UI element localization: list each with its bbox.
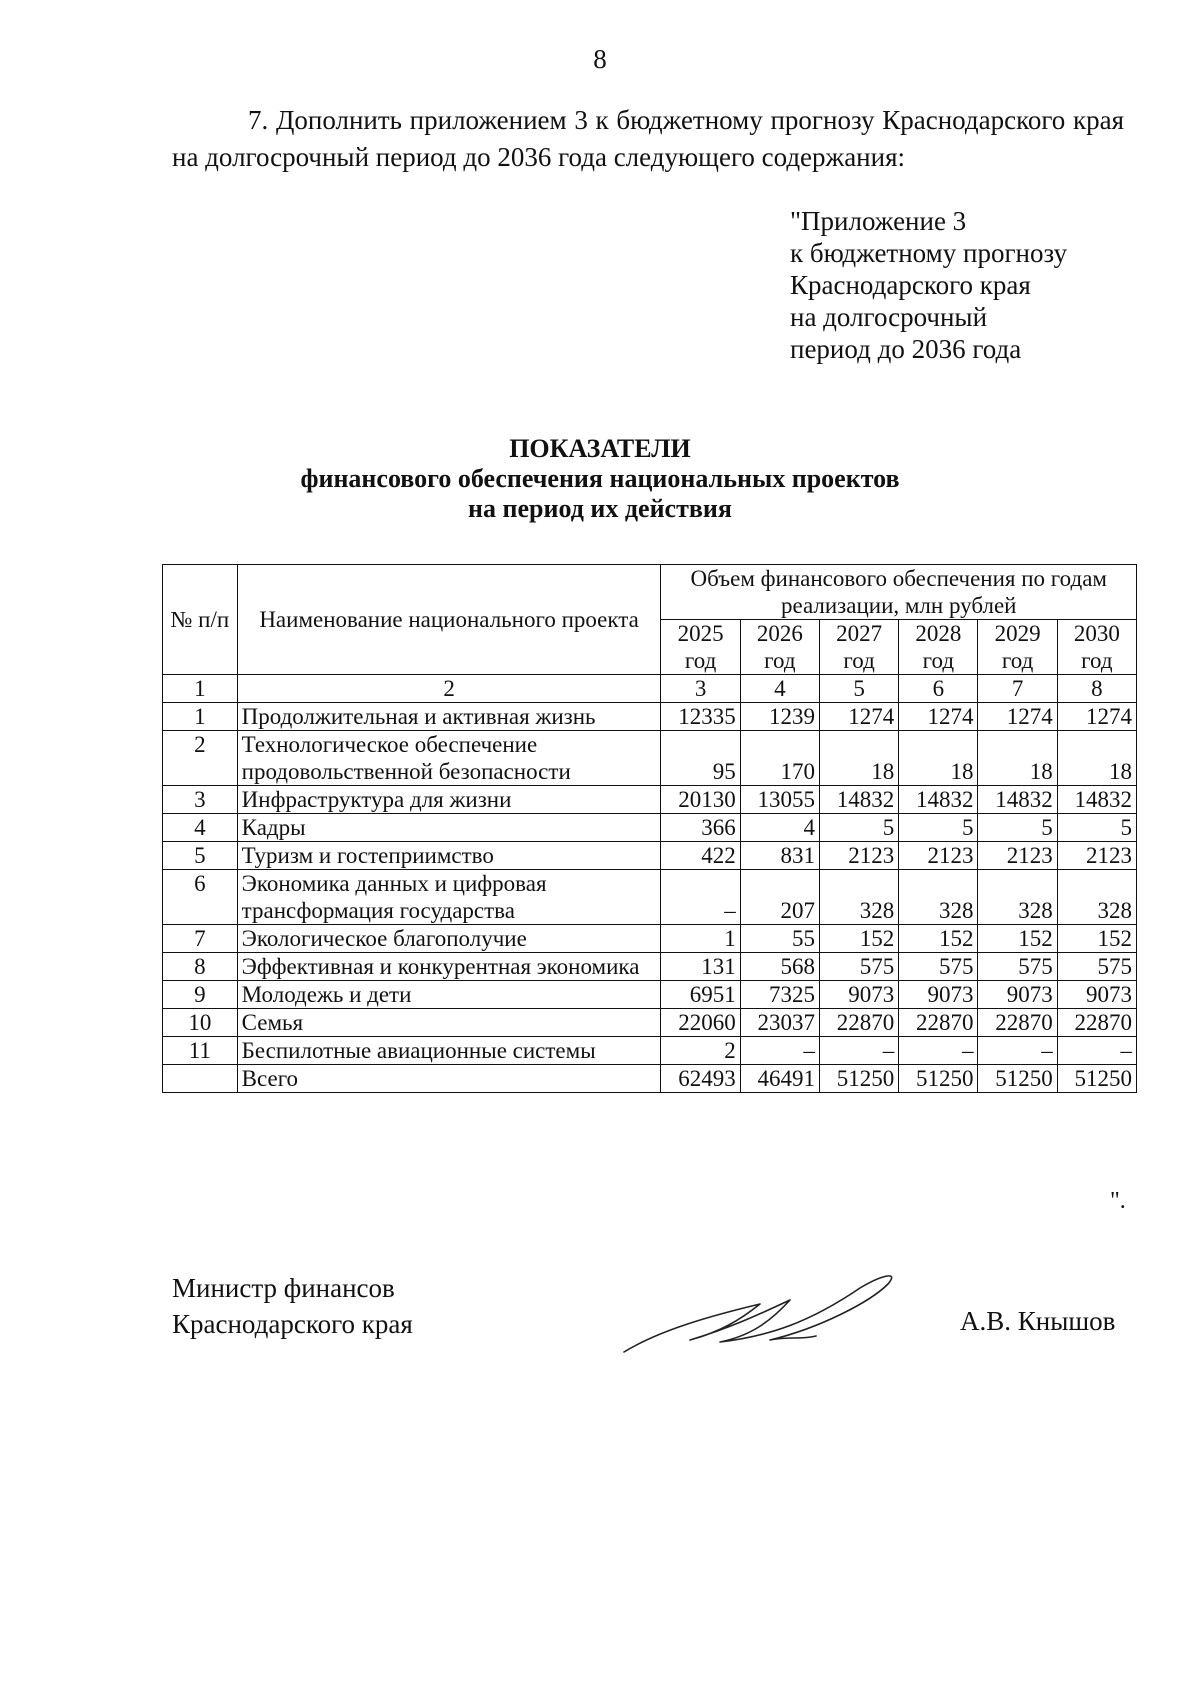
value-cell: 13055 xyxy=(740,786,819,814)
value-cell: 95 xyxy=(661,731,740,786)
header-year: 2025 год xyxy=(661,620,740,675)
budget-table xyxy=(162,564,1137,1093)
title-line-1: ПОКАЗАТЕЛИ xyxy=(509,434,691,463)
value-cell: 9073 xyxy=(1057,981,1136,1009)
project-name: Семья xyxy=(237,1009,661,1037)
project-name: Технологическое обеспечение продовольственной безопасности xyxy=(237,731,661,786)
value-cell: 22870 xyxy=(899,1009,978,1037)
value-cell: 152 xyxy=(819,925,898,953)
value-cell: 575 xyxy=(1057,953,1136,981)
project-name: Экологическое благополучие xyxy=(237,925,661,953)
header-volume: Объем финансового обеспечения по годам реализации, млн рублей xyxy=(661,565,1137,620)
value-cell: 51250 xyxy=(899,1065,978,1093)
value-cell: 2123 xyxy=(819,842,898,870)
table-body xyxy=(163,703,1137,1093)
column-index-cell: 3 xyxy=(661,675,740,703)
project-name: Всего xyxy=(237,1065,661,1093)
row-number: 10 xyxy=(163,1009,238,1037)
table-row xyxy=(163,1037,1137,1065)
header-year: 2026 год xyxy=(740,620,819,675)
value-cell: – xyxy=(819,1037,898,1065)
row-number: 11 xyxy=(163,1037,238,1065)
value-cell: 2123 xyxy=(1057,842,1136,870)
value-cell: 51250 xyxy=(819,1065,898,1093)
row-number: 2 xyxy=(163,731,238,786)
value-cell: – xyxy=(1057,1037,1136,1065)
title-line-2: финансового обеспечения национальных проектов xyxy=(300,464,900,493)
row-number: 5 xyxy=(163,842,238,870)
header-year: 2028 год xyxy=(899,620,978,675)
intro-text: 7. Дополнить приложением 3 к бюджетному прогнозу Краснодарского края на долгосрочный период до 2036 года следующего содержания: xyxy=(172,105,1124,172)
value-cell: 1274 xyxy=(899,703,978,731)
table-index-row xyxy=(163,675,1137,703)
value-cell: 14832 xyxy=(978,786,1057,814)
value-cell: 2 xyxy=(661,1037,740,1065)
value-cell: 5 xyxy=(978,814,1057,842)
column-index-cell: 7 xyxy=(978,675,1057,703)
table-row xyxy=(163,703,1137,731)
value-cell: – xyxy=(740,1037,819,1065)
table-row xyxy=(163,981,1137,1009)
value-cell: 23037 xyxy=(740,1009,819,1037)
value-cell: 152 xyxy=(978,925,1057,953)
signer-name: А.В. Кнышов xyxy=(960,1306,1116,1336)
document-title xyxy=(0,434,1200,524)
value-cell: 328 xyxy=(819,870,898,925)
value-cell: 575 xyxy=(819,953,898,981)
column-index-cell: 5 xyxy=(819,675,898,703)
table-row xyxy=(163,842,1137,870)
value-cell: 207 xyxy=(740,870,819,925)
table-header-row xyxy=(163,565,1137,620)
value-cell: 18 xyxy=(899,731,978,786)
row-number: 4 xyxy=(163,814,238,842)
table-row xyxy=(163,953,1137,981)
row-number: 3 xyxy=(163,786,238,814)
table-row xyxy=(163,814,1137,842)
value-cell: – xyxy=(661,870,740,925)
signer-position: Министр финансов Краснодарского края xyxy=(172,1273,413,1339)
project-name: Инфраструктура для жизни xyxy=(237,786,661,814)
value-cell: 152 xyxy=(1057,925,1136,953)
value-cell: 328 xyxy=(978,870,1057,925)
value-cell: 422 xyxy=(661,842,740,870)
value-cell: 1 xyxy=(661,925,740,953)
header-num: № п/п xyxy=(163,565,238,675)
row-number: 6 xyxy=(163,870,238,925)
project-name: Продолжительная и активная жизнь xyxy=(237,703,661,731)
row-number: 8 xyxy=(163,953,238,981)
value-cell: 22870 xyxy=(978,1009,1057,1037)
value-cell: 1274 xyxy=(819,703,898,731)
value-cell: 9073 xyxy=(978,981,1057,1009)
header-name: Наименование национального проекта xyxy=(237,565,661,675)
value-cell: 2123 xyxy=(899,842,978,870)
project-name: Беспилотные авиационные системы xyxy=(237,1037,661,1065)
value-cell: 62493 xyxy=(661,1065,740,1093)
value-cell: 12335 xyxy=(661,703,740,731)
handwritten-signature xyxy=(620,1270,910,1360)
project-name: Туризм и гостеприимство xyxy=(237,842,661,870)
value-cell: 18 xyxy=(978,731,1057,786)
value-cell: 568 xyxy=(740,953,819,981)
value-cell: 46491 xyxy=(740,1065,819,1093)
value-cell: 18 xyxy=(1057,731,1136,786)
column-index-cell: 2 xyxy=(237,675,661,703)
table-row xyxy=(163,1065,1137,1093)
value-cell: 2123 xyxy=(978,842,1057,870)
table-row xyxy=(163,731,1137,786)
column-index-cell: 6 xyxy=(899,675,978,703)
value-cell: 170 xyxy=(740,731,819,786)
row-number: 9 xyxy=(163,981,238,1009)
value-cell: 328 xyxy=(899,870,978,925)
value-cell: 5 xyxy=(819,814,898,842)
value-cell: 18 xyxy=(819,731,898,786)
value-cell: 5 xyxy=(899,814,978,842)
value-cell: 9073 xyxy=(899,981,978,1009)
value-cell: 366 xyxy=(661,814,740,842)
column-index-cell: 4 xyxy=(740,675,819,703)
value-cell: 1239 xyxy=(740,703,819,731)
value-cell: – xyxy=(978,1037,1057,1065)
value-cell: 575 xyxy=(978,953,1057,981)
value-cell: 14832 xyxy=(819,786,898,814)
column-index-cell: 8 xyxy=(1057,675,1136,703)
value-cell: 55 xyxy=(740,925,819,953)
value-cell: 5 xyxy=(1057,814,1136,842)
closing-quote: ". xyxy=(1110,1188,1126,1214)
value-cell: 328 xyxy=(1057,870,1136,925)
appendix-note: "Приложение 3 к бюджетному прогнозу Краснодарского края на долгосрочный период до 2036 года xyxy=(790,206,1068,364)
table-row xyxy=(163,1009,1137,1037)
value-cell: 14832 xyxy=(899,786,978,814)
value-cell: 22870 xyxy=(1057,1009,1136,1037)
value-cell: 9073 xyxy=(819,981,898,1009)
title-line-3: на период их действия xyxy=(468,494,732,523)
row-number: 7 xyxy=(163,925,238,953)
project-name: Экономика данных и цифровая трансформация государства xyxy=(237,870,661,925)
row-number: 1 xyxy=(163,703,238,731)
value-cell: 4 xyxy=(740,814,819,842)
value-cell: 22060 xyxy=(661,1009,740,1037)
row-number xyxy=(163,1065,238,1093)
table-row xyxy=(163,786,1137,814)
value-cell: 152 xyxy=(899,925,978,953)
value-cell: – xyxy=(899,1037,978,1065)
project-name: Кадры xyxy=(237,814,661,842)
value-cell: 7325 xyxy=(740,981,819,1009)
value-cell: 1274 xyxy=(978,703,1057,731)
page-number: 8 xyxy=(593,44,607,74)
value-cell: 51250 xyxy=(1057,1065,1136,1093)
value-cell: 131 xyxy=(661,953,740,981)
value-cell: 22870 xyxy=(819,1009,898,1037)
value-cell: 20130 xyxy=(661,786,740,814)
project-name: Эффективная и конкурентная экономика xyxy=(237,953,661,981)
value-cell: 51250 xyxy=(978,1065,1057,1093)
header-year: 2030 год xyxy=(1057,620,1136,675)
value-cell: 831 xyxy=(740,842,819,870)
header-year: 2029 год xyxy=(978,620,1057,675)
value-cell: 575 xyxy=(899,953,978,981)
project-name: Молодежь и дети xyxy=(237,981,661,1009)
header-year: 2027 год xyxy=(819,620,898,675)
column-index-cell: 1 xyxy=(163,675,238,703)
table-row xyxy=(163,870,1137,925)
value-cell: 1274 xyxy=(1057,703,1136,731)
value-cell: 14832 xyxy=(1057,786,1136,814)
table-row xyxy=(163,925,1137,953)
value-cell: 6951 xyxy=(661,981,740,1009)
intro-paragraph xyxy=(172,102,1124,176)
